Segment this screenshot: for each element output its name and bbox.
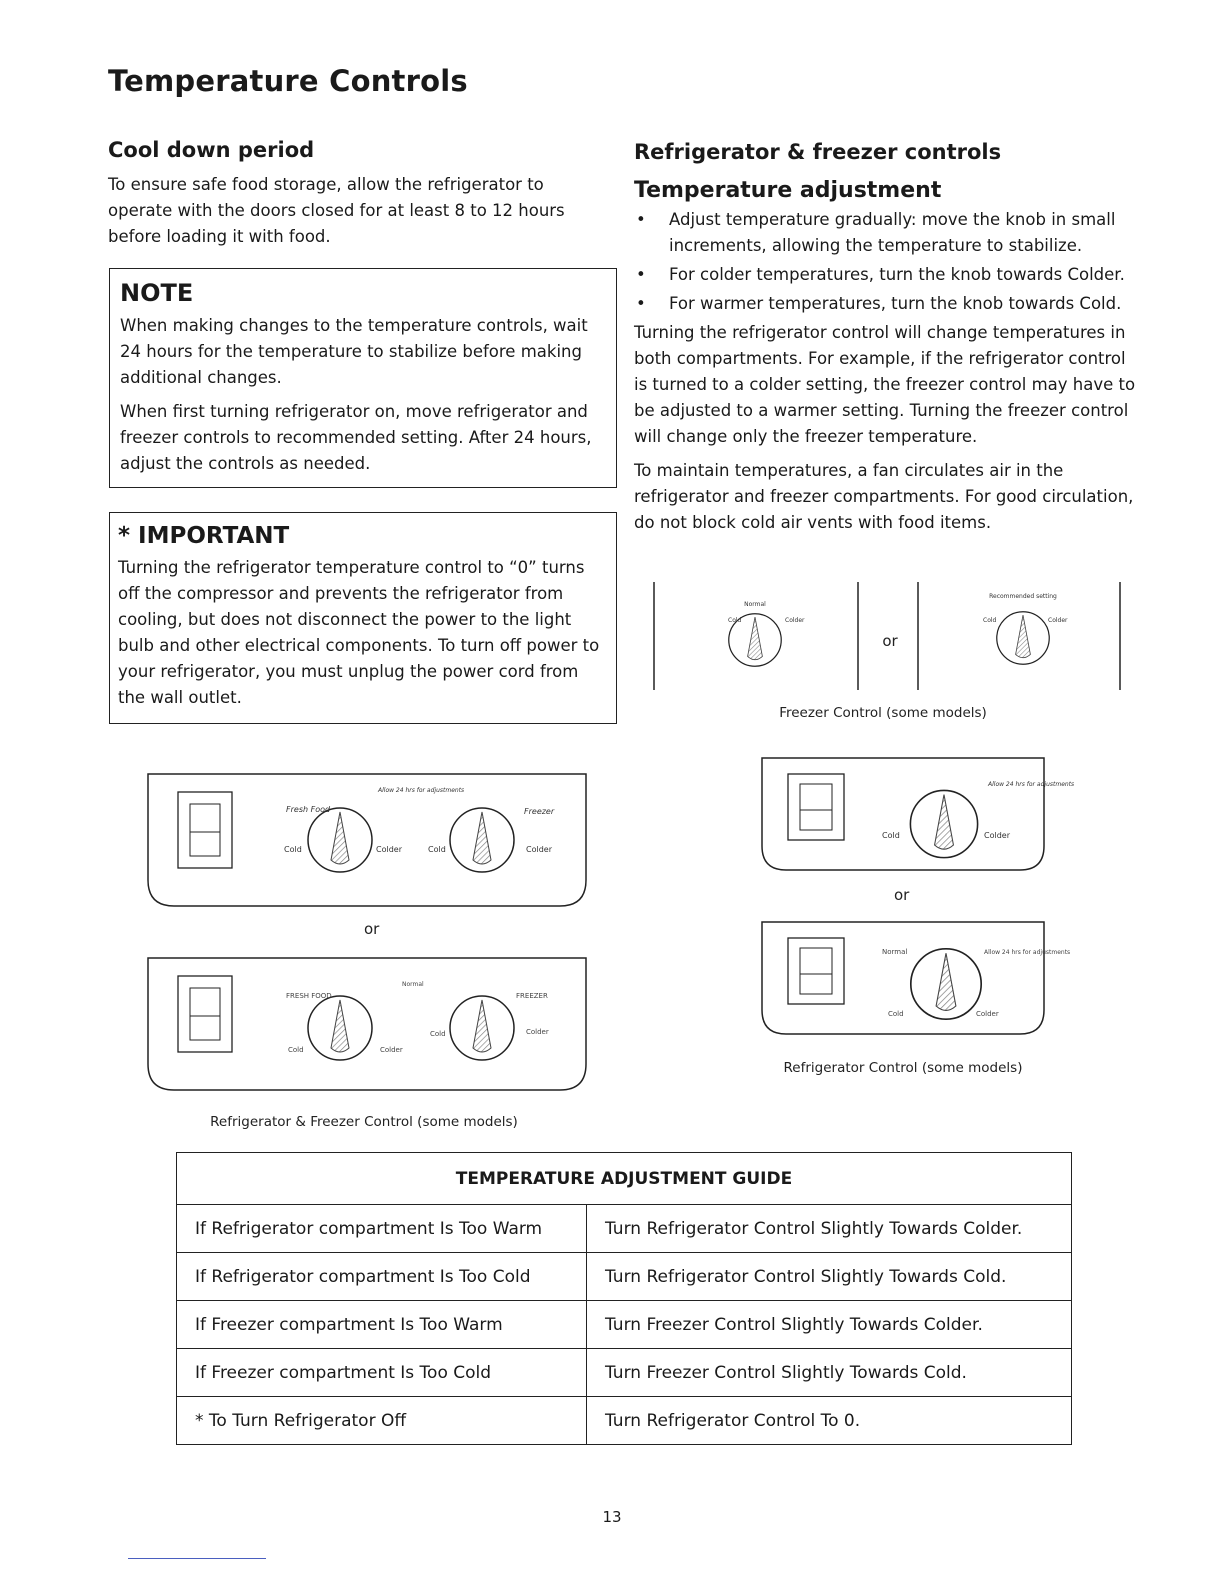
condition-cell: If Refrigerator compartment Is Too Warm (177, 1205, 587, 1253)
cool-down-section (108, 138, 608, 250)
freezer-label: FREEZER (516, 992, 548, 1000)
controls-section (634, 140, 1144, 536)
condition-cell: If Freezer compartment Is Too Warm (177, 1301, 587, 1349)
freezer-control-figure (640, 578, 1140, 694)
allow-label: Allow 24 hrs for adjustments (378, 787, 465, 794)
or-label: or (894, 886, 910, 904)
fridge-caption: Refrigerator Control (some models) (783, 1060, 1023, 1076)
allow-label: Allow 24 hrs for adjustments (988, 781, 1075, 788)
important-text: Turning the refrigerator temperature control to “0” turns off the compressor and prevents the refrigerator from cooling, but does not disconnect the power to the light bulb and other electrical components. To turn off power to your refrigerator, you must unplug the power cord from the wall outlet. (118, 558, 600, 707)
adjustment-heading: Temperature adjustment (634, 178, 942, 203)
normal-label: Normal (744, 601, 766, 608)
fridge-freezer-control-figure (144, 770, 590, 912)
page-title: Temperature Controls (108, 64, 468, 98)
table-row (177, 1349, 1072, 1397)
table-title: TEMPERATURE ADJUSTMENT GUIDE (177, 1153, 1072, 1205)
cool-down-heading: Cool down period (108, 138, 315, 162)
colder-label: Colder (785, 617, 805, 624)
freezer-label: Freezer (524, 807, 555, 816)
condition-cell: If Freezer compartment Is Too Cold (177, 1349, 587, 1397)
allow-label: Allow 24 hrs for adjustments (984, 949, 1071, 956)
table-row (177, 1397, 1072, 1445)
fridge-freezer-caption: Refrigerator & Freezer Control (some models) (210, 1114, 518, 1130)
fresh-food-label: Fresh Food (286, 805, 331, 814)
cold-label: Cold (430, 1030, 446, 1038)
note-paragraph: When first turning refrigerator on, move refrigerator and freezer controls to recommended setting. After 24 hours, adjust the controls as needed. (120, 402, 592, 473)
footer-rule (128, 1558, 266, 1559)
colder-label: Colder (976, 1010, 999, 1018)
freezer-caption: Freezer Control (some models) (779, 705, 987, 721)
table-row (177, 1301, 1072, 1349)
list-item: • For colder temperatures, turn the knob towards Colder. (636, 265, 1125, 284)
recommended-label: Recommended setting (989, 593, 1057, 600)
colder-label: Colder (526, 845, 552, 854)
action-cell: Turn Refrigerator Control Slightly Towards Cold. (587, 1253, 1072, 1301)
list-item: • Adjust temperature gradually: move the knob in small increments, allowing the temperature to stabilize. (636, 210, 1116, 255)
action-cell: Turn Freezer Control Slightly Towards Colder. (587, 1301, 1072, 1349)
cold-label: Cold (284, 845, 302, 854)
action-cell: Turn Refrigerator Control To 0. (587, 1397, 1072, 1445)
cold-label: Cold (728, 617, 742, 624)
fridge-control-figure (758, 754, 1075, 876)
list-item: • For warmer temperatures, turn the knob towards Cold. (636, 294, 1122, 313)
temperature-guide-table (176, 1152, 1072, 1445)
condition-cell: If Refrigerator compartment Is Too Cold (177, 1253, 587, 1301)
colder-label: Colder (526, 1028, 549, 1036)
note-heading: NOTE (120, 279, 194, 307)
action-cell: Turn Freezer Control Slightly Towards Cold. (587, 1349, 1072, 1397)
action-cell: Turn Refrigerator Control Slightly Towards Colder. (587, 1205, 1072, 1253)
cold-label: Cold (888, 1010, 904, 1018)
cold-label: Cold (428, 845, 446, 854)
fresh-food-label: FRESH FOOD (286, 992, 332, 1000)
normal-label: Normal (882, 948, 908, 956)
table-row (177, 1253, 1072, 1301)
note-paragraph: When making changes to the temperature controls, wait 24 hours for the temperature to stabilize before making additional changes. (120, 316, 588, 387)
controls-paragraph: To maintain temperatures, a fan circulates air in the refrigerator and freezer compartments. For good circulation, do not block cold air vents with food items. (634, 461, 1134, 532)
controls-heading: Refrigerator & freezer controls (634, 140, 1002, 164)
adjustment-list (634, 207, 1144, 317)
colder-label: Colder (984, 831, 1010, 840)
or-label: or (364, 920, 380, 938)
important-heading: * IMPORTANT (118, 523, 290, 549)
fridge-control-figure-alt (758, 918, 1071, 1040)
table-header-row (177, 1153, 1072, 1205)
normal-label: Normal (402, 981, 424, 988)
fridge-freezer-control-figure-alt (144, 954, 590, 1096)
condition-cell: * To Turn Refrigerator Off (177, 1397, 587, 1445)
cold-label: Cold (882, 831, 900, 840)
table-row (177, 1205, 1072, 1253)
note-box (109, 268, 617, 488)
controls-paragraph: Turning the refrigerator control will change temperatures in both compartments. For example, if the refrigerator control is turned to a colder setting, the freezer control may have to be adjusted to a warmer setting. Turning the freezer control will change only the freezer temperature. (634, 323, 1136, 446)
cold-label: Cold (983, 617, 997, 624)
colder-label: Colder (1048, 617, 1068, 624)
page-number: 13 (602, 1508, 622, 1526)
cool-down-text: To ensure safe food storage, allow the refrigerator to operate with the doors closed for at least 8 to 12 hours before loading it with food. (108, 175, 565, 246)
colder-label: Colder (376, 845, 402, 854)
or-label: or (882, 632, 898, 650)
colder-label: Colder (380, 1046, 403, 1054)
cold-label: Cold (288, 1046, 304, 1054)
important-box (109, 512, 617, 724)
